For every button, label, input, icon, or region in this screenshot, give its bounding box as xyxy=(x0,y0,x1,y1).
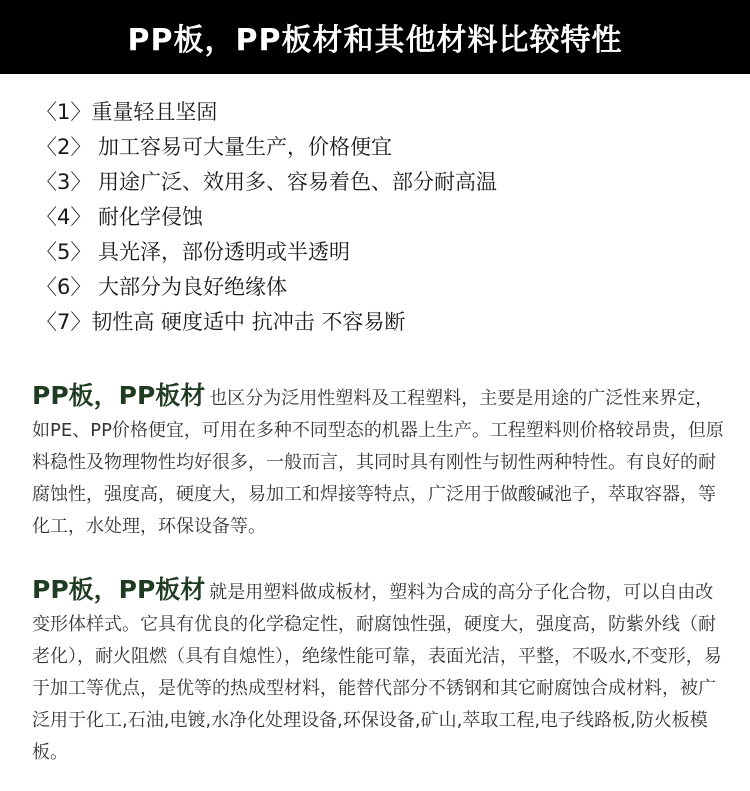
paragraph-lead: PP板，PP板材 xyxy=(32,381,206,410)
list-item: 〈1〉重量轻且坚固 xyxy=(36,100,218,124)
description-paragraph xyxy=(32,574,726,769)
description-paragraph xyxy=(32,380,726,543)
paragraph-text: 就是用塑料做成板材，塑料为合成的高分子化合物，可以自由改变形体样式。它具有优良的化学稳定性，耐腐蚀性强，硬度大，强度高，防紫外线（耐老化），耐火阻燃（具有自熄性），绝缘性能可靠，表面光洁，平整，不吸水,不变形，易于加工等优点，是优等的热成型材料，能替代部分不锈钢和其它耐腐蚀合成材料，被广泛用于化工,石油,电镀,水净化处理设备,环保设备,矿山,萃取工程,电子线路板,防火板模板。 xyxy=(32,582,722,763)
title-banner xyxy=(0,0,750,74)
list-item: 〈6〉 大部分为良好绝缘体 xyxy=(36,275,288,299)
paragraph-text: 也区分为泛用性塑料及工程塑料，主要是用途的广泛性来界定，如PE、PP价格便宜，可用在多种不同型态的机器上生产。工程塑料则价格较昂贵，但原料稳性及物理物性均好很多，一般而言，其同时具有刚性与韧性两种特性。有良好的耐腐蚀性，强度高，硬度大，易加工和焊接等特点，广泛用于做酸碱池子，萃取容器，等化工，水处理，环保设备等。 xyxy=(32,388,724,537)
list-item: 〈7〉韧性高 硬度适中 抗冲击 不容易断 xyxy=(36,310,406,334)
list-item: 〈4〉 耐化学侵蚀 xyxy=(36,205,204,229)
list-item: 〈5〉 具光泽，部份透明或半透明 xyxy=(36,240,351,264)
list-item: 〈3〉 用途广泛、效用多、容易着色、部分耐高温 xyxy=(36,170,498,194)
page-title: PP板，PP板材和其他材料比较特性 xyxy=(127,23,623,58)
paragraph-lead: PP板，PP板材 xyxy=(32,575,206,604)
feature-list xyxy=(36,95,497,340)
list-item: 〈2〉 加工容易可大量生产，价格便宜 xyxy=(36,135,393,159)
